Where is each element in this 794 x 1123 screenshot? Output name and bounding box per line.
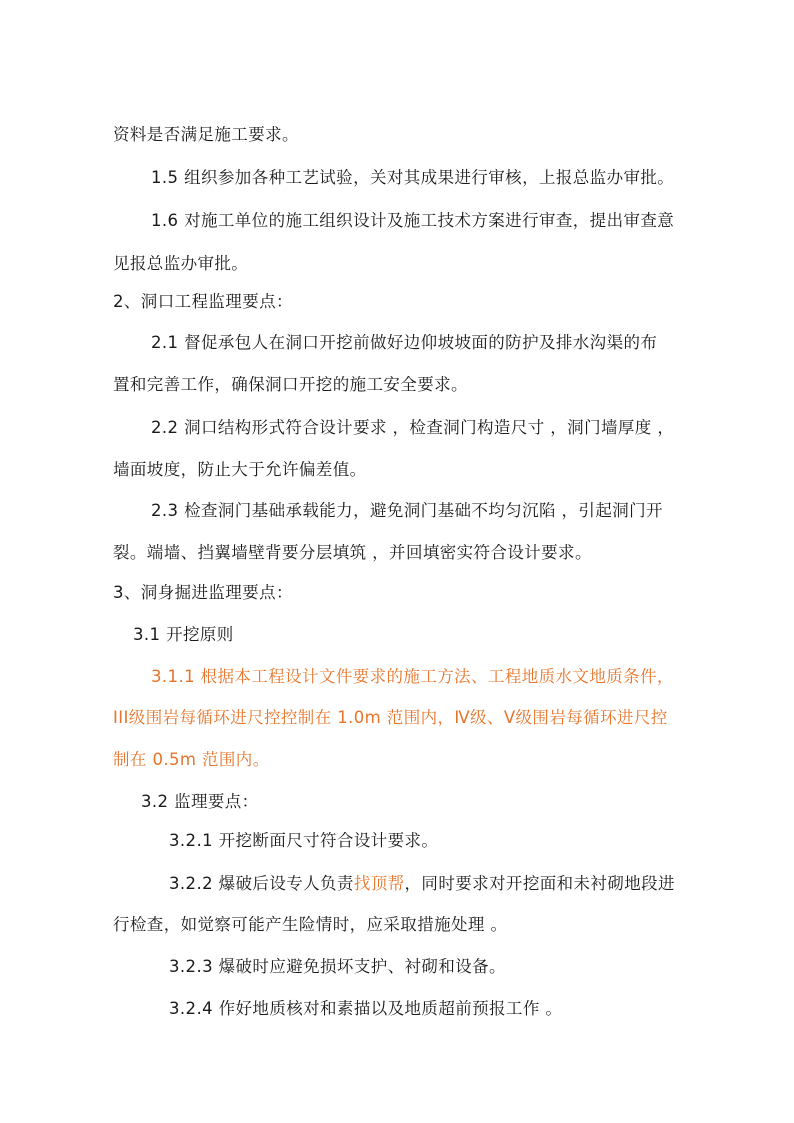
highlighted-text-line: 3.1.1 根据本工程设计文件要求的施工方法、工程地质水文地质条件， [151, 667, 674, 686]
text-line: 1.5 组织参加各种工艺试验，关对其成果进行审核，上报总监办审批。 [151, 168, 675, 187]
text-run: ，同时要求对开挖面和未衬砌地段进 [404, 874, 675, 893]
highlighted-text-line: III级围岩每循环进尺控控制在 1.0m 范围内，Ⅳ级、Ⅴ级围岩每循环进尺控 [113, 708, 668, 727]
subsection-heading: 3.1 开挖原则 [133, 625, 234, 644]
text-line: 行检查，如觉察可能产生险情时，应采取措施处理 。 [113, 915, 508, 934]
text-line: 见报总监办审批。 [113, 254, 249, 273]
text-line: 资料是否满足施工要求。 [113, 125, 299, 144]
text-line: 3.2.4 作好地质核对和素描以及地质超前预报工作 。 [169, 999, 563, 1018]
text-line: 2.2 洞口结构形式符合设计要求 ，检查洞门构造尺寸 ，洞门墙厚度 ， [151, 418, 675, 437]
text-line: 裂。端墙、挡翼墙壁背要分层填筑 ，并回填密实符合设计要求。 [113, 543, 592, 562]
subsection-heading: 3.2 监理要点： [141, 792, 259, 811]
text-line: 3.2.3 爆破时应避免损坏支护、衬砌和设备。 [169, 957, 506, 976]
text-line: 置和完善工作，确保洞口开挖的施工安全要求。 [113, 375, 468, 394]
text-line: 3.2.1 开挖断面尺寸符合设计要求。 [169, 831, 439, 850]
section-heading: 2、洞口工程监理要点： [113, 292, 293, 311]
text-line [169, 873, 675, 895]
section-heading: 3、洞身掘进监理要点： [113, 583, 293, 602]
text-line: 2.3 检查洞门基础承载能力，避免洞门基础不均匀沉陷 ，引起洞门开 [151, 501, 663, 520]
text-line: 1.6 对施工单位的施工组织设计及施工技术方案进行审查，提出审查意 [151, 211, 675, 230]
text-run: 3.2.2 爆破后设专人负责 [169, 874, 354, 893]
highlighted-text-line: 制在 0.5m 范围内。 [113, 750, 270, 769]
text-line: 2.1 督促承包人在洞口开挖前做好边仰坡坡面的防护及排水沟渠的布 [151, 333, 658, 352]
text-line: 墙面坡度，防止大于允许偏差值。 [113, 460, 367, 479]
highlighted-text-run: 找顶帮 [353, 874, 405, 893]
